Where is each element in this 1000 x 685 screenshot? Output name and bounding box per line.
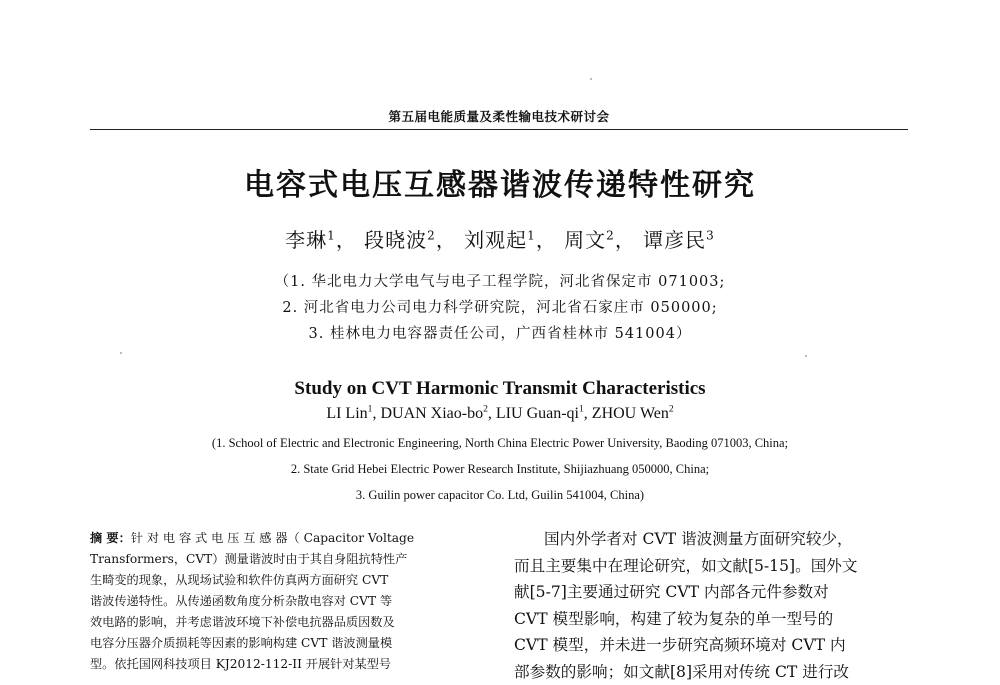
- abstract-line: 效电路的影响，并考虑谐波环境下补偿电抗器品质因数及: [90, 612, 480, 633]
- scan-speck: [590, 78, 592, 80]
- abstract-line: Transformers，CVT）测量谐波时由于其自身阻抗特性产: [90, 549, 480, 570]
- affiliation-cn-1: （1. 华北电力大学电气与电子工程学院，河北省保定市 071003;: [0, 270, 1000, 294]
- author-en: ZHOU Wen: [592, 405, 669, 422]
- author-separator: ,: [488, 405, 496, 422]
- scan-speck: [120, 352, 122, 354]
- affiliation-en-3: 3. Guilin power capacitor Co. Ltd, Guilin 541004, China): [0, 485, 1000, 505]
- body-line: CVT 模型影响，构建了较为复杂的单一型号的: [514, 606, 909, 633]
- author-cn: 周文: [564, 228, 606, 252]
- affiliation-mark: 2: [669, 404, 674, 415]
- affiliation-mark: 1: [327, 228, 336, 242]
- body-line: 献[5-7]主要通过研究 CVT 内部各元件参数对: [514, 579, 909, 606]
- author-en: DUAN Xiao-bo: [380, 405, 483, 422]
- affiliation-mark: 3: [706, 228, 715, 242]
- abstract-line: 生畸变的现象，从现场试验和软件仿真两方面研究 CVT: [90, 570, 480, 591]
- paper-title-cn: 电容式电压互感器谐波传递特性研究: [0, 164, 1000, 208]
- author-separator: ,: [584, 405, 592, 422]
- author-separator: ，: [536, 228, 557, 252]
- abstract-line: 谐波传递特性。从传递函数角度分析杂散电容对 CVT 等: [90, 591, 480, 612]
- paper-title-en: Study on CVT Harmonic Transmit Characteristics: [0, 376, 1000, 402]
- scan-speck: [805, 355, 807, 357]
- affiliation-mark: 2: [483, 404, 488, 415]
- author-en: LI Lin: [326, 405, 367, 422]
- affiliation-en-1: (1. School of Electric and Electronic Engineering, North China Electric Power University, Baoding 071003, China;: [0, 433, 1000, 453]
- affiliation-mark: 1: [368, 404, 373, 415]
- body-text-column: [514, 526, 909, 685]
- abstract-section: [90, 528, 480, 675]
- author-separator: ，: [336, 228, 357, 252]
- author-separator: ，: [615, 228, 636, 252]
- body-line: 部参数的影响；如文献[8]采用对传统 CT 进行改: [514, 659, 909, 685]
- affiliation-en-2: 2. State Grid Hebei Electric Power Research Institute, Shijiazhuang 050000, China;: [0, 459, 1000, 479]
- abstract-label: 摘 要：: [90, 531, 131, 545]
- author-list-cn: [0, 226, 1000, 254]
- author-list-en: [0, 402, 1000, 426]
- author-cn: 段晓波: [364, 228, 427, 252]
- affiliation-mark: 2: [606, 228, 615, 242]
- body-line: 国内外学者对 CVT 谐波测量方面研究较少，: [514, 526, 909, 553]
- abstract-line: [90, 528, 480, 549]
- author-separator: ,: [372, 405, 380, 422]
- running-header: 第五届电能质量及柔性输电技术研讨会: [90, 107, 908, 130]
- affiliation-cn-3: 3. 桂林电力电容器责任公司，广西省桂林市 541004）: [0, 322, 1000, 346]
- author-separator: ，: [436, 228, 457, 252]
- author-cn: 李琳: [285, 228, 327, 252]
- affiliation-mark: 2: [427, 228, 436, 242]
- affiliation-mark: 1: [579, 404, 584, 415]
- author-cn: 刘观起: [464, 228, 527, 252]
- author-en: LIU Guan-qi: [496, 405, 579, 422]
- abstract-text: 针 对 电 容 式 电 压 互 感 器（ Capacitor Voltage: [131, 531, 414, 545]
- affiliation-mark: 1: [527, 228, 536, 242]
- affiliation-cn-2: 2. 河北省电力公司电力科学研究院，河北省石家庄市 050000;: [0, 296, 1000, 320]
- body-line: 而且主要集中在理论研究，如文献[5-15]。国外文: [514, 553, 909, 580]
- abstract-line: 电容分压器介质损耗等因素的影响构建 CVT 谐波测量模: [90, 633, 480, 654]
- author-cn: 谭彦民: [643, 228, 706, 252]
- body-line: CVT 模型，并未进一步研究高频环境对 CVT 内: [514, 632, 909, 659]
- abstract-line: 型。依托国网科技项目 KJ2012-112-II 开展针对某型号: [90, 654, 480, 675]
